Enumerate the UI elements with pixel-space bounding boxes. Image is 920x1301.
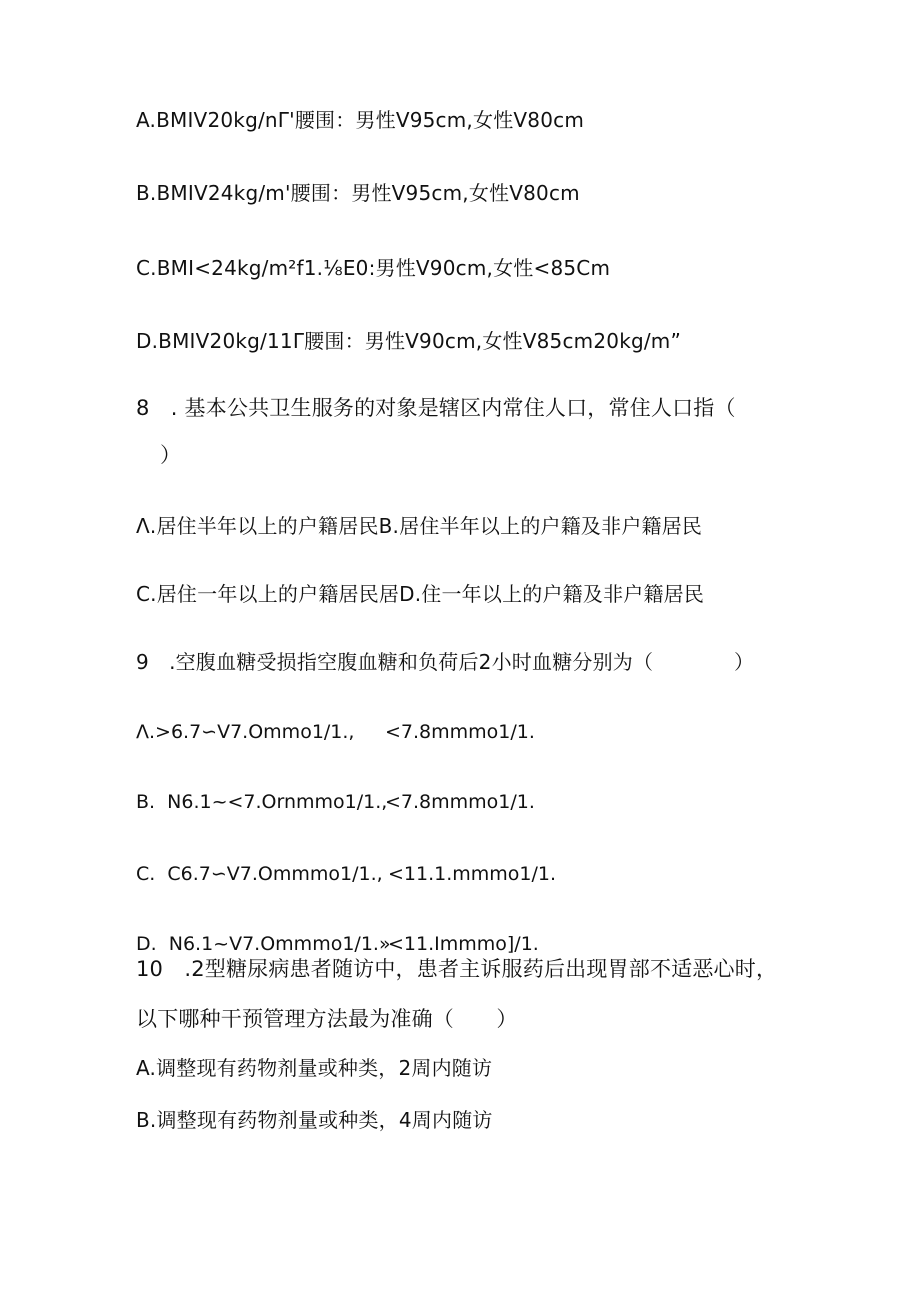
q10-stem-line2: 以下哪种干预管理方法最为准确（ ） [136,1007,518,1031]
q10-option-a: A.调整现有药物剂量或种类，2周内随访 [136,1056,493,1080]
q8-stem-line1: 8 . 基本公共卫生服务的对象是辖区内常住人口，常住人口指（ [136,396,736,420]
q10-stem-line1: 10 .2型糖尿病患者随访中，患者主诉服药后出现胃部不适恶心时， [136,957,778,981]
q8-stem-line2: ） [160,443,182,467]
q7-option-b: B.BMIV24kg/m'腰围：男性V95cm,女性V80cm [136,181,580,205]
q9-option-b-right: <7.8mmmo1/1. [385,791,535,813]
q9-option-c-left: C. C6.7∽V7.Ommmo1/1., [136,863,383,885]
q8-options-line2: C.居住一年以上的户籍居民居D.住一年以上的户籍及非户籍居民 [136,582,705,606]
q7-option-a: A.BMIV20kg/nΓ'腰围：男性V95cm,女性V80cm [136,108,585,132]
q9-option-b-left: B. N6.1~<7.Ornmmo1/1., [136,791,388,813]
q10-option-b: B.调整现有药物剂量或种类，4周内随访 [136,1108,493,1132]
q9-option-d-right: <11.Immmo]/1. [388,933,539,955]
q9-option-a-right: <7.8mmmo1/1. [385,721,535,743]
q9-option-a-left: Λ.>6.7∽V7.Ommo1/1., [136,721,355,743]
q7-option-c: C.BMI<24kg/m²f1.⅛E0:男性V90cm,女性<85Cm [136,256,611,280]
q7-option-d: D.BMIV20kg/11Γ腰围：男性V90cm,女性V85cm20kg/m” [136,329,682,353]
q9-option-c-right: <11.1.mmmo1/1. [388,863,557,885]
q9-option-d-left: D. N6.1~V7.Ommmo1/1.» [136,933,391,955]
q9-stem: 9 .空腹血糖受损指空腹血糖和负荷后2小时血糖分别为（ ） [136,650,755,674]
q8-options-line1: Λ.居住半年以上的户籍居民B.居住半年以上的户籍及非户籍居民 [136,514,703,538]
